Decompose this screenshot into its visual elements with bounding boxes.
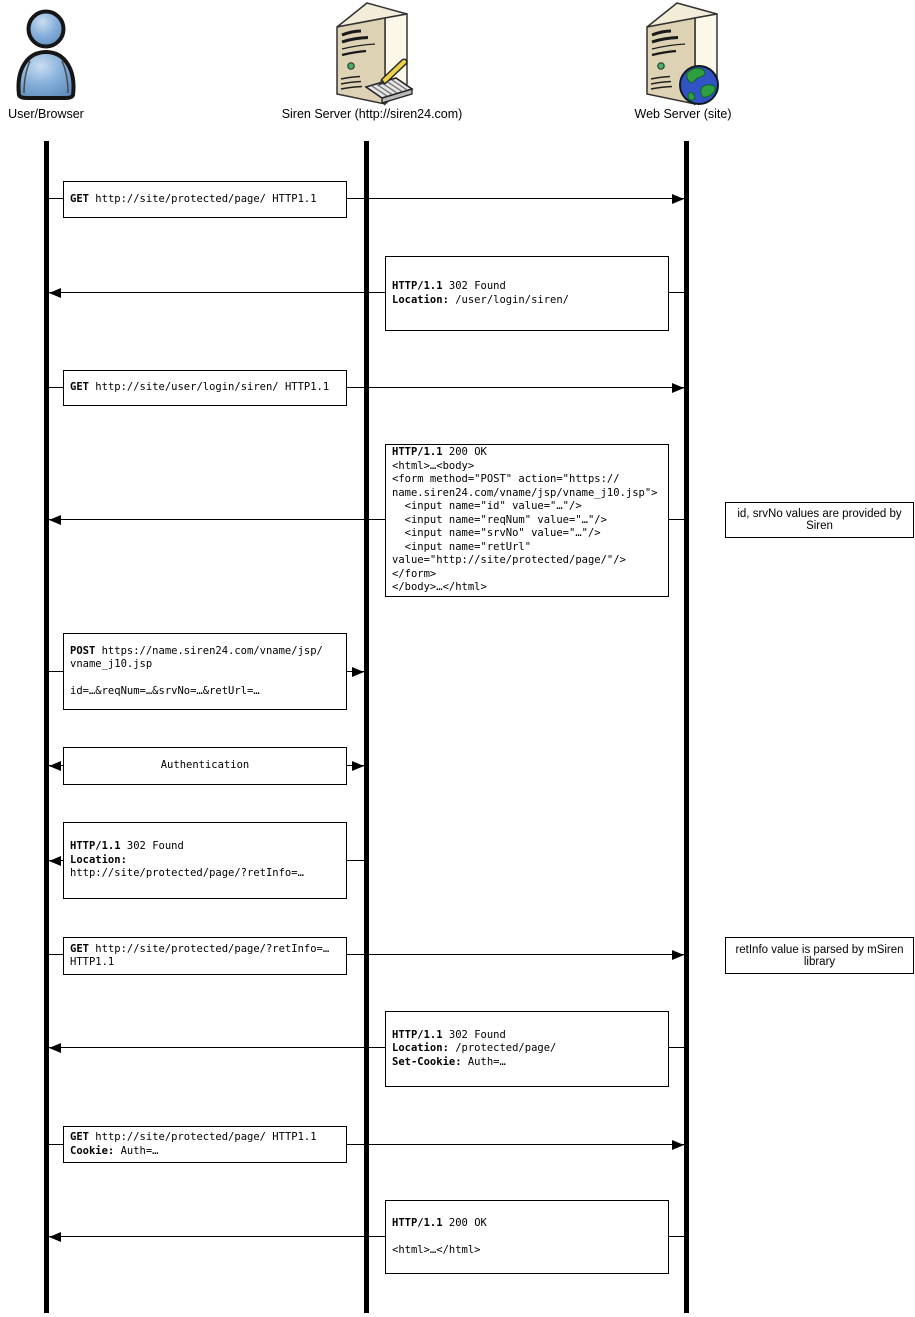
message-line: POST https://name.siren24.com/vname/jsp/: [70, 644, 323, 657]
message-line: GET http://site/protected/page/ HTTP1.1: [70, 192, 317, 205]
arrowhead-right-icon: [352, 667, 364, 677]
note-id-srvno: [725, 502, 914, 538]
lifeline-user: [44, 141, 49, 1313]
message-line: Location: /user/login/siren/: [392, 293, 570, 306]
message-line: <html>…</html>: [392, 1243, 481, 1256]
message-box-4: [385, 444, 669, 597]
message-box-3: [63, 370, 347, 406]
message-line: Location: /protected/page/: [392, 1042, 557, 1055]
note-text: retInfo value is parsed by mSiren library: [735, 943, 904, 968]
message-line: HTTP/1.1 200 OK: [392, 1216, 487, 1229]
message-line: GET http://site/protected/page/ HTTP1.1: [70, 1131, 317, 1143]
message-box-8: [63, 937, 347, 975]
message-line: HTTP/1.1 302 Found: [70, 840, 184, 853]
message-box-1: [63, 181, 347, 218]
message-box-2: [385, 256, 669, 331]
message-box-9: [385, 1011, 669, 1087]
message-line: Set-Cookie: Auth=…: [392, 1055, 506, 1068]
arrowhead-left-icon: [49, 288, 61, 298]
actor-user: [8, 0, 88, 121]
lifeline-web: [684, 141, 689, 1313]
message-line: <input name="reqNum" value="…"/>: [392, 513, 607, 526]
actor-web-server-label: Web Server (site): [634, 107, 732, 121]
note-text: id, srvNo values are provided by Siren: [737, 508, 902, 532]
message-box-6: [63, 747, 347, 785]
note-retinfo: [725, 937, 914, 974]
message-line: name.siren24.com/vname/jsp/vname_j10.jsp">: [392, 486, 658, 499]
arrowhead-left-icon: [49, 856, 61, 866]
actor-web-server: [634, 0, 732, 121]
message-line: <form method="POST" action="https://: [392, 473, 620, 486]
arrowhead-left-icon: [49, 515, 61, 525]
message-line: [392, 1230, 668, 1244]
arrowhead-right-icon: [352, 761, 364, 771]
message-line: </form>: [392, 567, 437, 580]
message-line: Cookie: Auth=…: [70, 1144, 159, 1157]
message-line: <input name="retUrl": [392, 540, 532, 553]
message-line: <input name="id" value="…"/>: [392, 500, 582, 513]
message-line: vname_j10.jsp: [70, 658, 153, 670]
message-box-7: [63, 822, 347, 899]
message-line: HTTP/1.1 302 Found: [392, 1028, 506, 1041]
message-line: http://site/protected/page/?retInfo=…: [70, 867, 304, 880]
arrowhead-left-icon: [49, 1043, 61, 1053]
arrowhead-right-icon: [672, 383, 684, 393]
arrowhead-right-icon: [672, 1140, 684, 1150]
message-line: value="http://site/protected/page/"/>: [392, 554, 626, 567]
arrowhead-left-icon: [49, 761, 61, 771]
message-line: <html>…<body>: [392, 459, 475, 472]
message-line: Authentication: [160, 759, 250, 772]
message-line: </body>…</html>: [392, 581, 487, 594]
message-line: GET http://site/user/login/siren/ HTTP1.1: [70, 381, 330, 394]
arrowhead-left-icon: [49, 1232, 61, 1242]
message-line: [70, 672, 346, 686]
user-icon: [8, 0, 88, 100]
actor-siren-server-label: Siren Server (http://siren24.com): [281, 107, 463, 121]
message-line: Location:: [70, 853, 127, 866]
message-line: HTTP/1.1 200 OK: [392, 446, 487, 459]
message-line: id=…&reqNum=…&srvNo=…&retUrl=…: [70, 685, 260, 697]
arrowhead-right-icon: [672, 194, 684, 204]
message-box-10: [63, 1126, 347, 1163]
actor-siren-server: [281, 0, 463, 121]
message-line: HTTP1.1: [70, 956, 115, 968]
message-box-11: [385, 1200, 669, 1274]
siren-server-icon: [330, 0, 420, 112]
message-line: GET http://site/protected/page/?retInfo=…: [70, 942, 330, 955]
arrowhead-right-icon: [672, 950, 684, 960]
actor-user-label: User/Browser: [8, 107, 84, 121]
message-line: <input name="srvNo" value="…"/>: [392, 527, 601, 540]
message-line: HTTP/1.1 302 Found: [392, 280, 506, 292]
lifeline-siren: [364, 141, 369, 1313]
web-server-icon: [640, 0, 730, 112]
message-box-5: [63, 633, 347, 710]
